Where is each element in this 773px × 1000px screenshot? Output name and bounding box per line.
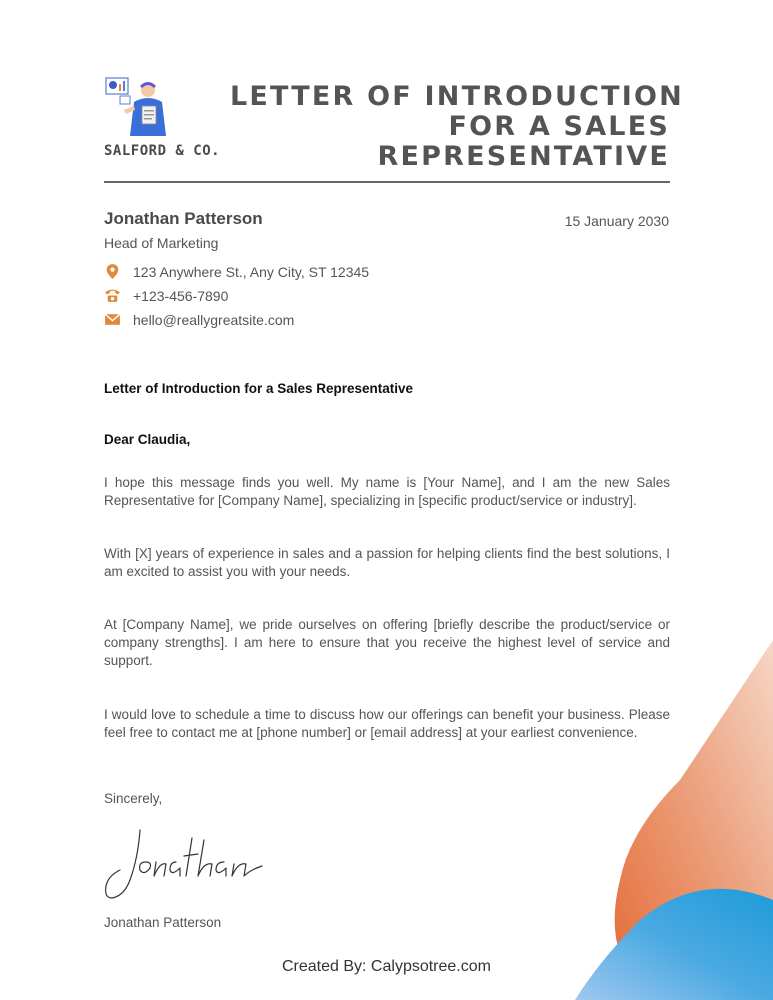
email-text[interactable]: hello@reallygreatsite.com — [133, 311, 295, 328]
title-line: LETTER OF INTRODUCTION — [230, 81, 684, 112]
body-paragraph: I would love to schedule a time to discuss how our offerings can benefit your business. Please feel free to contact me at [phone number] or [email address] at your earliest convenience. — [104, 707, 670, 740]
handwritten-signature — [100, 818, 270, 908]
blue-diagonal-shape — [575, 889, 773, 1000]
footer-credit: Created By: Calypsotree.com — [282, 958, 491, 975]
letter-greeting: Dear Claudia, — [104, 432, 191, 447]
company-name: SALFORD & CO. — [104, 143, 221, 159]
contact-phone — [104, 287, 228, 304]
phone-icon — [104, 287, 121, 304]
logo-illustration — [104, 76, 176, 142]
title-line: FOR A SALES — [448, 111, 670, 142]
body-paragraph: With [X] years of experience in sales and a passion for helping clients find the best solutions, I am excited to assist you with your needs. — [104, 546, 670, 579]
sender-name: Jonathan Patterson — [104, 209, 263, 228]
body-paragraph: I hope this message finds you well. My name is [Your Name], and I am the new Sales Representative for [Company Name], specializing in [specific product/service or industry]. — [104, 475, 670, 508]
contact-email — [104, 311, 294, 328]
letter-subject: Letter of Introduction for a Sales Representative — [104, 381, 414, 396]
address-text: 123 Anywhere St., Any City, ST 12345 — [133, 263, 370, 280]
body-paragraph: At [Company Name], we pride ourselves on offering [briefly describe the product/service or company strengths]. I am here to ensure that you receive the highest level of service and support. — [104, 617, 670, 668]
header-divider — [104, 181, 670, 183]
title-line: REPRESENTATIVE — [377, 141, 670, 172]
phone-text[interactable]: +123-456-7890 — [133, 287, 229, 304]
signoff-name: Jonathan Patterson — [104, 915, 222, 930]
letter-date: 15 January 2030 — [564, 213, 669, 229]
location-pin-icon — [104, 263, 121, 280]
document-title — [230, 81, 684, 172]
contact-address — [104, 263, 369, 280]
mail-icon — [104, 311, 121, 328]
sender-role: Head of Marketing — [104, 235, 219, 251]
letter-closing: Sincerely, — [104, 791, 163, 806]
